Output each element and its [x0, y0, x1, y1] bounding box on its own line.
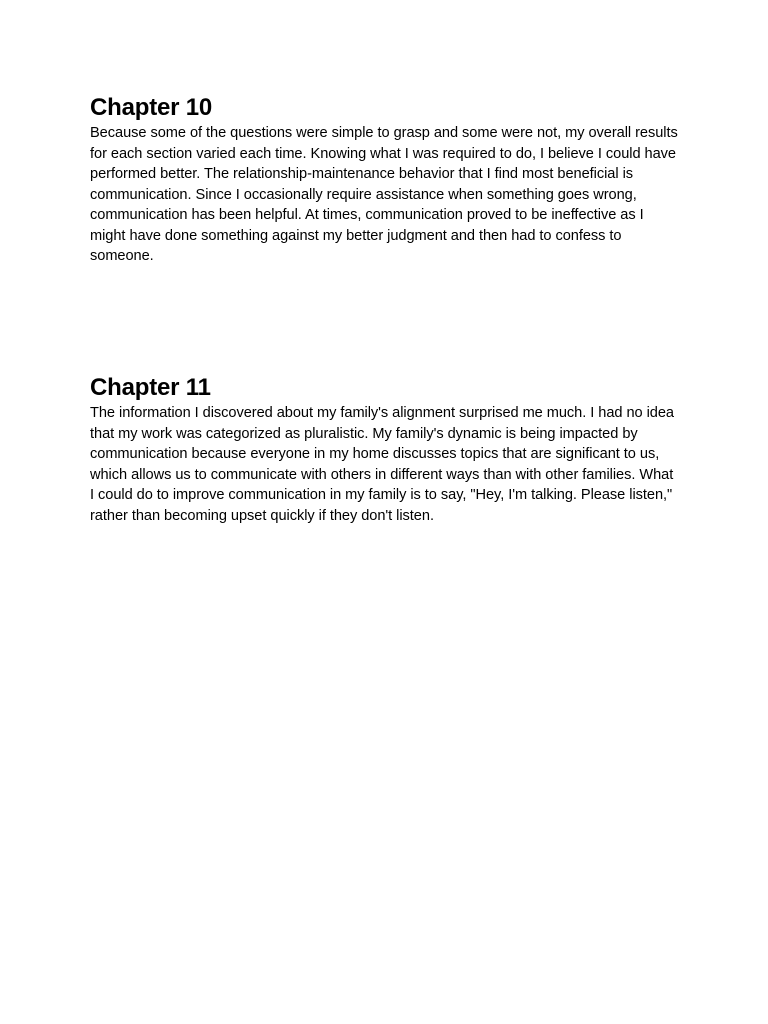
chapter-10-heading: Chapter 10 [90, 94, 213, 121]
chapter-11-heading: Chapter 11 [90, 374, 211, 401]
chapter-10-body: Because some of the questions were simple to grasp and some were not, my overall results for each section varied each time. Knowing what I was required to do, I believe I could have performed better. The relationship-maintenance behavior that I find most beneficial is communication. Since I occasionally require assistance when something goes wrong, communication has been helpful. At times, communication proved to be ineffective as I might have done something against my better judgment and then had to confess to someone. [90, 125, 678, 264]
chapter-11-section [90, 373, 680, 526]
chapter-11-body: The information I discovered about my family's alignment surprised me much. I had no idea that my work was categorized as pluralistic. My family's dynamic is being impacted by communication because everyone in my home discusses topics that are significant to us, which allows us to communicate with others in different ways than with other families. What I could do to improve communication in my family is to say, "Hey, I'm talking. Please listen," rather than becoming upset quickly if they don't listen. [90, 405, 674, 524]
chapter-10-section [90, 93, 680, 267]
